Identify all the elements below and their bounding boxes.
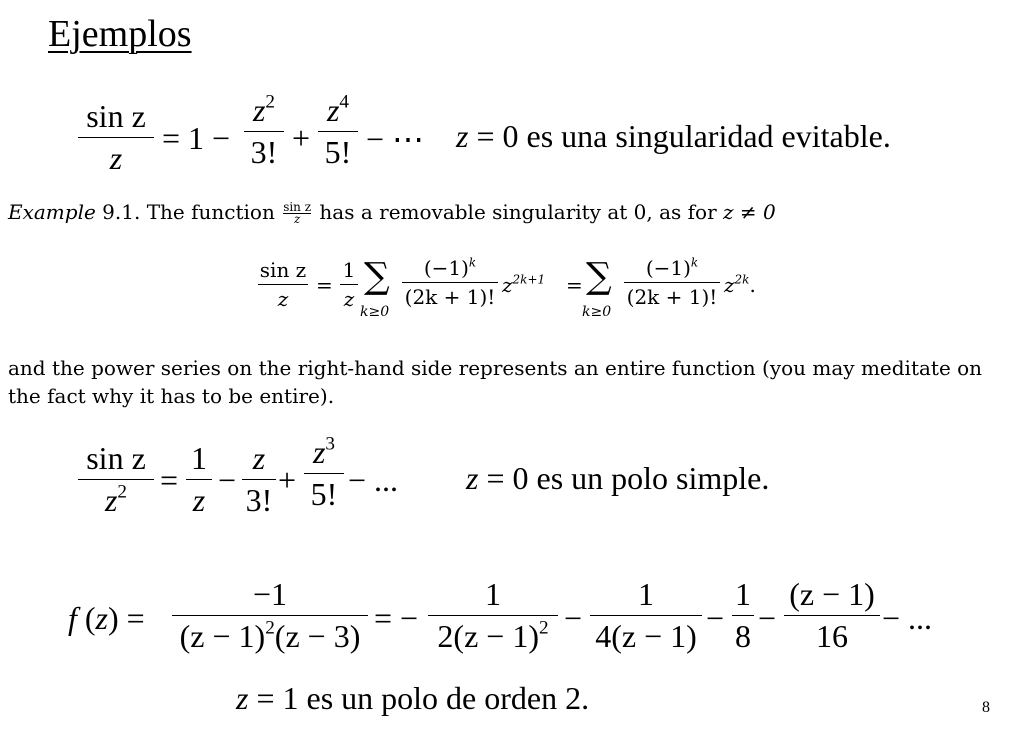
fraction-bar	[318, 131, 358, 132]
numerator: z	[252, 92, 266, 128]
denominator: z	[277, 287, 289, 311]
numerator: −1	[252, 576, 288, 612]
note-variable: z	[466, 460, 479, 496]
fraction-bar	[784, 615, 880, 616]
note-text: = 0 es una singularidad evitable.	[468, 118, 891, 154]
inline-fraction	[283, 202, 311, 225]
partial-fraction-2	[590, 576, 702, 655]
denominator: z	[343, 287, 355, 311]
fraction-bar	[172, 615, 368, 616]
example-line	[8, 200, 776, 225]
numerator: sin z	[259, 258, 307, 282]
numerator: z	[252, 440, 266, 476]
numerator: 1	[735, 576, 751, 612]
denominator: 3!	[250, 134, 278, 170]
note-text: = 0 es un polo simple.	[478, 460, 770, 496]
fraction-bar	[242, 479, 276, 480]
lhs-fraction	[78, 98, 154, 177]
exponent: 2	[538, 617, 549, 639]
exponent: k	[690, 255, 699, 270]
exponent: 2	[117, 481, 128, 503]
numerator: 1	[191, 440, 207, 476]
exponent: 2k+1	[512, 272, 546, 287]
inline-denominator: z	[293, 212, 301, 226]
denominator: z	[192, 482, 206, 518]
denominator: 2(z − 1)	[437, 618, 539, 654]
example-text: 9.1. The function	[95, 200, 282, 224]
fraction-bar	[428, 615, 558, 616]
denominator: 8	[735, 618, 751, 654]
minus-sign-3: −	[758, 600, 777, 636]
z2-fraction	[244, 92, 284, 171]
main-fraction	[172, 576, 368, 655]
series-tail: − ⋯	[366, 121, 425, 157]
note-polo-orden-2	[236, 680, 589, 717]
fraction-bar	[590, 615, 702, 616]
numerator: 1	[485, 576, 501, 612]
exponent: 4	[339, 91, 350, 113]
z4-fraction	[318, 92, 358, 171]
fraction-bar	[340, 284, 358, 285]
sum-symbol-2: ∑	[586, 256, 612, 297]
f-of-z-lhs: f (z) =	[68, 600, 145, 636]
note-variable: z	[456, 118, 469, 154]
denominator: (2k + 1)!	[404, 285, 496, 309]
numerator: (z − 1)	[789, 576, 875, 612]
partial-fraction-3	[732, 576, 754, 655]
denominator: 5!	[324, 134, 352, 170]
exponent: 2	[265, 617, 275, 639]
note-polo-simple	[466, 460, 769, 497]
base: z	[724, 273, 735, 297]
equals-sign-2: =	[566, 273, 583, 297]
series-tail: − ...	[882, 600, 933, 636]
book-paragraph: and the power series on the right-hand side represents an entire function (you may meditate on the fact why it has to be entire).	[8, 356, 983, 408]
lhs-fraction	[78, 440, 154, 519]
exponent: k	[468, 255, 477, 270]
denominator: 4(z − 1)	[595, 618, 697, 654]
equals-sign: =	[160, 462, 179, 498]
numerator: 1	[638, 576, 654, 612]
series-coef-fraction-2	[624, 256, 720, 309]
example-label: Example	[8, 200, 96, 224]
note-evitable	[456, 118, 891, 155]
series-coef-fraction-1	[402, 256, 498, 309]
base: z	[502, 273, 513, 297]
z3-fraction	[304, 434, 344, 513]
power-z-1	[502, 273, 545, 297]
numerator: (−1)	[645, 256, 691, 280]
plus-sign: +	[292, 120, 311, 156]
numerator: z	[326, 92, 340, 128]
exponent: 2k	[734, 272, 750, 287]
z-over-3fact-fraction	[242, 440, 276, 519]
fraction-bar	[624, 282, 720, 283]
fraction-bar	[732, 615, 754, 616]
inline-numerator: sin z	[283, 200, 312, 214]
sum-index-text: k≥0	[582, 304, 612, 320]
denominator: z	[104, 482, 118, 518]
series-tail: − ...	[348, 462, 399, 498]
fraction-bar	[402, 282, 498, 283]
sum-index-2	[582, 304, 611, 320]
minus-sign-2: −	[706, 600, 725, 636]
page-number: 8	[982, 699, 990, 716]
note-text: = 1 es un polo de orden 2.	[248, 680, 590, 716]
sum-symbol-1: ∑	[364, 256, 390, 297]
sum-index-1	[360, 304, 389, 320]
equals-minus: = −	[374, 600, 419, 636]
numerator: (−1)	[423, 256, 469, 280]
denominator-part-1: (z − 1)	[179, 618, 266, 654]
fraction-bar	[244, 131, 284, 132]
fraction-bar	[78, 479, 154, 480]
denominator: 3!	[245, 482, 273, 518]
fraction-bar	[304, 473, 344, 474]
numerator: sin z	[86, 440, 146, 476]
power-z-2	[724, 273, 756, 297]
fraction-bar	[258, 284, 308, 285]
sum-index-text: k≥0	[360, 304, 390, 320]
denominator-part-2: (z − 3)	[274, 618, 361, 654]
exponent: 2	[265, 91, 276, 113]
exponent: 3	[325, 433, 336, 455]
lhs-denominator: z	[109, 140, 123, 176]
minus-sign: −	[218, 462, 237, 498]
partial-fraction-1	[428, 576, 558, 655]
fraction-bar	[78, 137, 154, 138]
denominator: (2k + 1)!	[626, 285, 718, 309]
one-over-z-fraction	[186, 440, 212, 519]
eq-lhs-fraction	[258, 258, 308, 311]
plus-sign: +	[278, 462, 297, 498]
equals-one-minus: = 1 −	[162, 120, 231, 156]
partial-fraction-4	[784, 576, 880, 655]
lhs-numerator: sin z	[86, 98, 146, 134]
equals-sign: =	[316, 273, 333, 297]
fraction-bar	[186, 479, 212, 480]
numerator: z	[312, 434, 326, 470]
one-over-z-fraction	[340, 258, 358, 311]
period: .	[749, 273, 756, 297]
slide-title: Ejemplos	[48, 13, 192, 55]
note-variable: z	[236, 680, 249, 716]
numerator: 1	[342, 258, 356, 282]
denominator: 5!	[310, 476, 338, 512]
denominator: 16	[816, 618, 848, 654]
minus-sign-1: −	[564, 600, 583, 636]
example-text-2: has a removable singularity at 0, as for	[313, 200, 724, 224]
condition: z ≠ 0	[723, 200, 776, 224]
